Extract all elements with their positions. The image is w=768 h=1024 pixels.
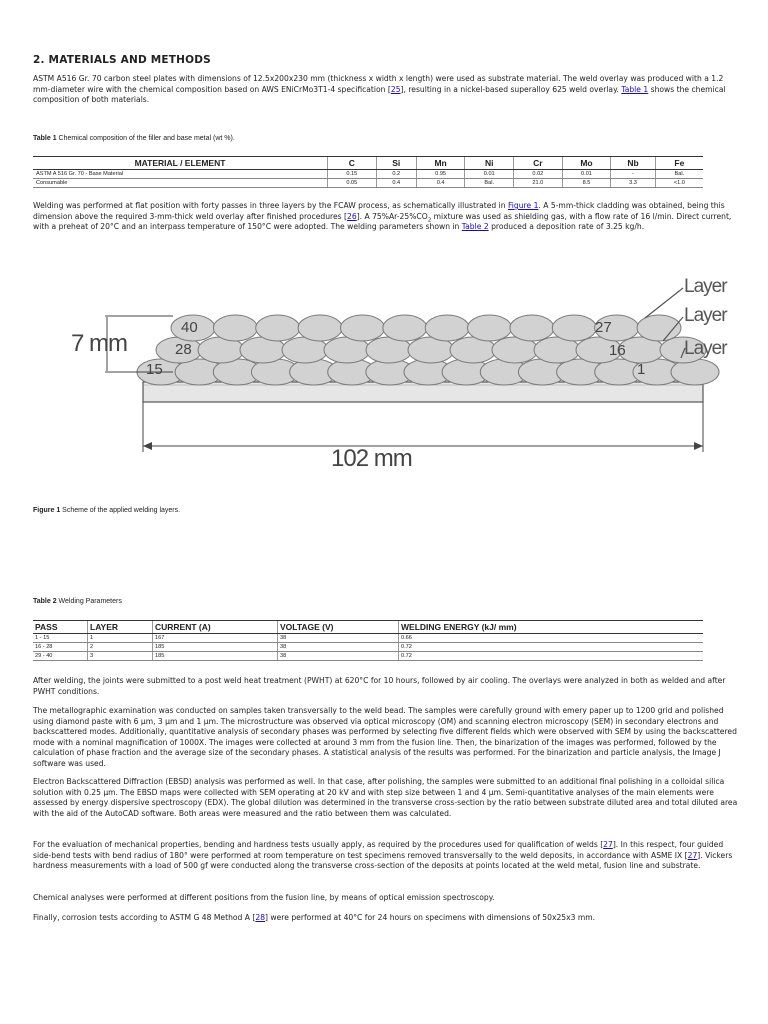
table-cell: 0.01: [465, 170, 514, 179]
table-1-caption: Table 1 Chemical composition of the filler and base metal (wt %).: [33, 135, 235, 142]
column-header: MATERIAL / ELEMENT: [33, 157, 328, 170]
column-header: Mo: [562, 157, 611, 170]
layer-3-bead: [213, 315, 257, 341]
table-1-chemical-composition: [33, 156, 703, 188]
reference-link-26[interactable]: 26: [347, 211, 357, 221]
table-cell: <1.0: [655, 179, 703, 188]
table-cell: Bal.: [465, 179, 514, 188]
welding-layers-diagram: [33, 266, 738, 486]
table-2-caption: Table 2 Welding Parameters: [33, 598, 122, 605]
table-row: [33, 643, 703, 652]
layer-3-bead: [341, 315, 385, 341]
layer-3-bead: [510, 315, 554, 341]
layer-label-middle: Layer: [684, 305, 727, 326]
column-header: Ni: [465, 157, 514, 170]
layer-3-bead: [425, 315, 469, 341]
table-row: [33, 652, 703, 661]
table-cell: Bal.: [655, 170, 703, 179]
layer-3-bead: [468, 315, 512, 341]
paragraph-metallography: The metallographic examination was conducted on samples taken transversally to the weld bead. The samples were carefully ground with emery paper up to 1200 grid and polished using diamond paste with 6 µm, 3 µm and 1 µm. The microstructure was observed via optical microscopy (OM) and scanning electron microscopy (SEM) in secondary electrons and backscattered modes. Additionally, quantitative analysis of secondary phases was performed by selecting five different fields which were observed with SEM by using the backscattered mode with a nominal magnification of 1000X. The images were collected at around 3 mm from the fusion line. Then, the binarization of the images was performed, followed by the calculation of phase fraction and the average size of the secondary phases. A statistical analysis of the results was performed. For the binarization and particle analysis, the Image J software was used.: [33, 706, 737, 768]
table-cell: 0.05: [328, 179, 377, 188]
column-header: Cr: [514, 157, 563, 170]
table-cell: 0.01: [562, 170, 611, 179]
table-cell: 167: [153, 634, 278, 643]
table-cell: 1 - 15: [33, 634, 88, 643]
table-cell: 1: [88, 634, 153, 643]
column-header: Mn: [416, 157, 465, 170]
pass-number-27: 27: [595, 319, 612, 336]
paragraph-substrate: ASTM A516 Gr. 70 carbon steel plates with dimensions of 12.5x200x230 mm (thickness x width x length) were used as substrate material. The weld overlay was produced with a 1.2 mm-diameter wire with the chemical composition based on AWS ENiCrMo3T1-4 specification [25], resulting in a nickel-based superalloy 625 weld overlay. Table 1 shows the chemical composition of both materials.: [33, 74, 726, 105]
table-cell: 0.66: [399, 634, 704, 643]
table-cell: 38: [278, 652, 399, 661]
pass-number-16: 16: [609, 342, 626, 359]
pass-number-1: 1: [637, 361, 646, 378]
column-header: Nb: [611, 157, 655, 170]
table-cell: 2: [88, 643, 153, 652]
table-cell: 0.95: [416, 170, 465, 179]
paragraph-chemical: Chemical analyses were performed at different positions from the fusion line, by means of optical emission spectroscopy.: [33, 893, 495, 902]
figure-1-caption: Figure 1 Scheme of the applied welding layers.: [33, 507, 181, 514]
layer-label-top: Layer: [684, 276, 727, 297]
column-header: C: [328, 157, 377, 170]
column-header: VOLTAGE (V): [278, 621, 399, 634]
pass-number-28: 28: [175, 341, 192, 358]
table-cell: 3: [88, 652, 153, 661]
reference-link-27b[interactable]: 27: [687, 850, 698, 860]
table-cell: 0.02: [514, 170, 563, 179]
weld-beads: [137, 315, 719, 385]
table-cell: 185: [153, 652, 278, 661]
table-cell: -: [611, 170, 655, 179]
table-cell: 16 - 28: [33, 643, 88, 652]
table-cell: 3.3: [611, 179, 655, 188]
table-cell: 21.0: [514, 179, 563, 188]
table-cell: Consumable: [33, 179, 328, 188]
table-cell: 0.2: [376, 170, 416, 179]
column-header: PASS: [33, 621, 88, 634]
figure-1-link[interactable]: Figure 1: [507, 201, 539, 210]
column-header: LAYER: [88, 621, 153, 634]
table-cell: 8.5: [562, 179, 611, 188]
table-1-link[interactable]: Table 1: [621, 84, 649, 94]
table-2-link[interactable]: Table 2: [461, 222, 489, 232]
table-header-row: [33, 621, 703, 634]
height-dimension-label: 7 mm: [71, 330, 127, 357]
table-cell: 0.4: [376, 179, 416, 188]
paragraph-pwht: After welding, the joints were submitted to a post weld heat treatment (PWHT) at 620°C for 10 hours, followed by air cooling. The overlays were analyzed in both as welded and after PWHT conditions.: [33, 676, 726, 696]
table-cell: ASTM A 516 Gr. 70 - Base Material: [33, 170, 328, 179]
table-row: [33, 179, 703, 188]
table-cell: 38: [278, 634, 399, 643]
table-row: [33, 634, 703, 643]
table-cell: 29 - 40: [33, 652, 88, 661]
section-title: 2. MATERIALS AND METHODS: [33, 54, 211, 66]
column-header: Fe: [655, 157, 703, 170]
layer-3-bead: [298, 315, 342, 341]
table-2-welding-parameters: [33, 620, 703, 661]
table-cell: 0.15: [328, 170, 377, 179]
table-header-row: [33, 157, 703, 170]
pass-number-40: 40: [181, 319, 198, 336]
reference-link-28[interactable]: 28: [255, 913, 266, 922]
pass-number-15: 15: [146, 361, 163, 378]
table-cell: 38: [278, 643, 399, 652]
table-cell: 0.72: [399, 643, 704, 652]
column-header: Si: [376, 157, 416, 170]
paragraph-ebsd: Electron Backscattered Diffraction (EBSD) analysis was performed as well. In that case, after polishing, the samples were submitted to an additional final polishing in a colloidal silica solution with 0.25 µm. The EBSD maps were collected with SEM operating at 20 kV and with step size between 1 and 4 µm. Semi-quantitative analyses of the main elements were assessed by energy dispersive spectroscopy (EDX). The global dilution was determined in the transverse cross-section by the ratio between substrate diluted area and total diluted area with the aid of the AutoCAD software. Both areas were measured and the ratio between them was calculated.: [33, 777, 738, 818]
column-header: WELDING ENERGY (kJ/ mm): [399, 621, 704, 634]
layer-3-bead: [552, 315, 596, 341]
layer-3-bead: [256, 315, 300, 341]
paragraph-corrosion: Finally, corrosion tests according to ASTM G 48 Method A [28] were performed at 40°C for 24 hours on specimens with dimensions of 50x25x3 mm.: [33, 913, 596, 922]
table-cell: 185: [153, 643, 278, 652]
reference-link-25[interactable]: 25: [390, 84, 401, 94]
paragraph-mechanical: For the evaluation of mechanical properties, bending and hardness tests usually apply, as required by the procedures used for qualification of welds [27]. In this respect, four guided side-bend tests with bend radius of 180° were performed at room temperature on test specimens removed transversally to the weld deposits, in accordance with ASME IX [27]. Vickers hardness measurements with a load of 500 gf were conducted along the transverse cross-section of the deposits at points located at the weld metal, fusion line and substrate.: [33, 840, 733, 871]
column-header: CURRENT (A): [153, 621, 278, 634]
table-cell: 0.4: [416, 179, 465, 188]
width-dimension-label: 102 mm: [331, 445, 412, 472]
layer-label-bottom: Layer: [684, 338, 727, 359]
reference-link-27a[interactable]: 27: [603, 840, 613, 849]
table-row: [33, 170, 703, 179]
figure-1-welding-scheme: [33, 266, 738, 486]
paragraph-welding: Welding was performed at flat position with forty passes in three layers by the FCAW process, as schematically illustrated in Figure 1. A 5-mm-thick cladding was obtained, being this dimension above the required 3-mm-thick weld overlay after finished procedures [26]. A $75\%Ar-25\%CO_2$ mixture was used as shielding gas, with a flow rate of 16 l/min. Direct current, with a preheat of 20°C and an interpass temperature of 150°C were adopted. The welding parameters shown in Table 2 produced a deposition rate of 3.25 kg/h.: [33, 201, 732, 232]
table-cell: 0.72: [399, 652, 704, 661]
layer-3-bead: [383, 315, 427, 341]
